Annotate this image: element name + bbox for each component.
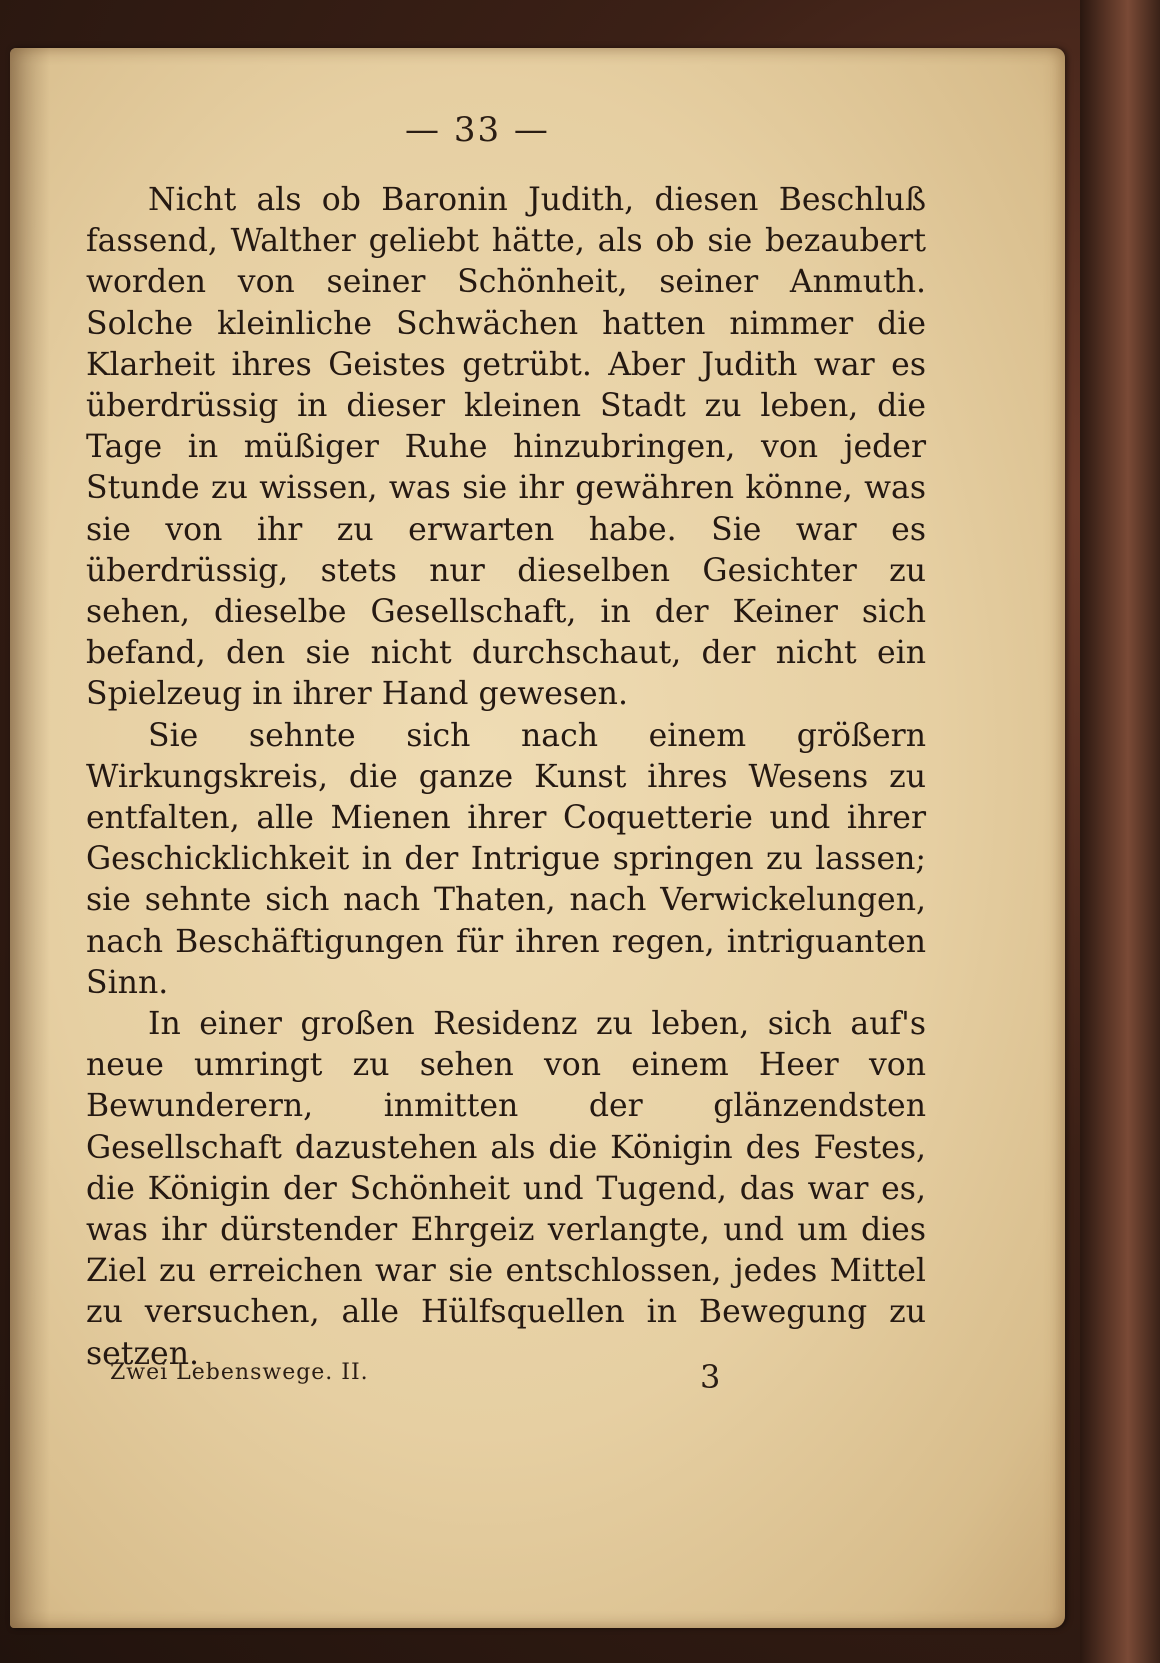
- paragraph: In einer großen Residenz zu leben, sich auf's neue umringt zu sehen von einem Heer von Bewunderern, inmitten der glänzendsten Gesellschaft dazustehen als die Königin des Festes, die Königin der Schönheit und Tugend, das war es, was ihr dürstender Ehrgeiz verlangte, und um dies Ziel zu erreichen war sie entschlossen, jedes Mittel zu versuchen, alle Hülfsquellen in Bewegung zu setzen.: [86, 1006, 926, 1372]
- paragraph: Sie sehnte sich nach einem größern Wirkungskreis, die ganze Kunst ihres Wesens zu entfalten, alle Mienen ihrer Coquetterie und ihrer Geschicklichkeit in der Intrigue springen zu lassen; sie sehnte sich nach Thaten, nach Verwickelungen, nach Beschäftigungen für ihren regen, intriguanten Sinn.: [86, 717, 926, 1001]
- body-text: [86, 180, 926, 1375]
- page-number: — 33 —: [405, 110, 550, 150]
- book-cover-edge: [1080, 0, 1160, 1663]
- footer-signature-mark: 3: [700, 1358, 721, 1396]
- book-page: [10, 48, 1065, 1628]
- page-gutter-shadow: [10, 48, 50, 1628]
- footer-signature: Zwei Lebenswege. II.: [110, 1360, 369, 1385]
- paragraph: Nicht als ob Baronin Judith, diesen Beschluß fassend, Walther geliebt hätte, als ob sie bezaubert worden von seiner Schönheit, seiner Anmuth. Solche kleinliche Schwächen hatten nimmer die Klarheit ihres Geistes getrübt. Aber Judith war es überdrüssig in dieser kleinen Stadt zu leben, die Tage in müßiger Ruhe hinzubringen, von jeder Stunde zu wissen, was sie ihr gewähren könne, was sie von ihr zu erwarten habe. Sie war es überdrüssig, stets nur dieselben Gesichter zu sehen, dieselbe Gesellschaft, in der Keiner sich befand, den sie nicht durchschaut, der nicht ein Spielzeug in ihrer Hand gewesen.: [86, 182, 926, 713]
